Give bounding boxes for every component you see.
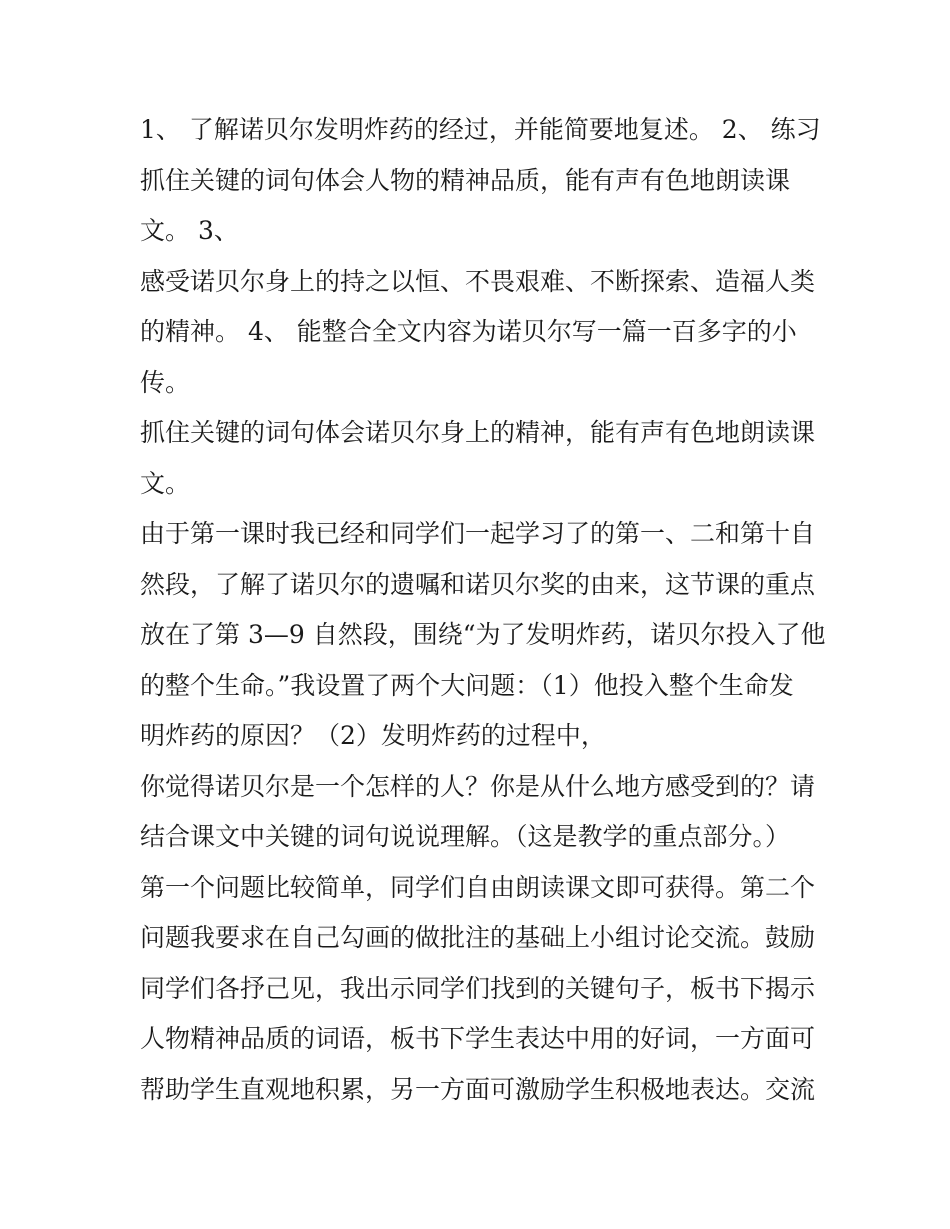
text-line-5: 的精神。 4、 能整合全文内容为诺贝尔写一篇一百多字的小 bbox=[140, 317, 797, 346]
text-line-9: 由于第一课时我已经和同学们一起学习了的第一、二和第十自 bbox=[140, 519, 816, 548]
text-line-1: 1、 了解诺贝尔发明炸药的经过，并能简要地复述。 2、 练习 bbox=[140, 115, 821, 144]
text-line-2: 抓住关键的词句体会人物的精神品质，能有声有色地朗读课 bbox=[140, 165, 791, 195]
text-line-6: 传。 bbox=[140, 367, 191, 397]
text-line-17: 问题我要求在自己勾画的做批注的基础上小组讨论交流。鼓励 bbox=[140, 923, 816, 952]
text-line-11: 放在了第 3—9 自然段，围绕“为了发明炸药，诺贝尔投入了他 bbox=[140, 620, 826, 649]
text-line-12: 的整个生命。”我设置了两个大问题：（1）他投入整个生命发 bbox=[140, 670, 794, 700]
text-line-10: 然段，了解了诺贝尔的遗嘱和诺贝尔奖的由来，这节课的重点 bbox=[140, 569, 816, 599]
text-line-19: 人物精神品质的词语，板书下学生表达中用的好词，一方面可 bbox=[140, 1024, 816, 1053]
text-line-4: 感受诺贝尔身上的持之以恒、不畏艰难、不断探索、造福人类 bbox=[140, 266, 816, 296]
body-text bbox=[140, 105, 826, 1115]
text-line-14: 你觉得诺贝尔是一个怎样的人？你是从什么地方感受到的？请 bbox=[140, 771, 816, 801]
text-line-3: 文。 3、 bbox=[140, 216, 239, 245]
text-line-20: 帮助学生直观地积累，另一方面可激励学生积极地表达。交流 bbox=[140, 1074, 816, 1104]
text-line-8: 文。 bbox=[140, 468, 191, 498]
text-line-16: 第一个问题比较简单，同学们自由朗读课文即可获得。第二个 bbox=[140, 872, 816, 902]
text-line-15: 结合课文中关键的词句说说理解。（这是教学的重点部分。） bbox=[140, 822, 791, 851]
text-line-13: 明炸药的原因？（2）发明炸药的过程中， bbox=[140, 721, 606, 750]
text-line-7: 抓住关键的词句体会诺贝尔身上的精神，能有声有色地朗读课 bbox=[140, 418, 816, 447]
text-line-18: 同学们各抒己见，我出示同学们找到的关键句子，板书下揭示 bbox=[140, 973, 816, 1003]
